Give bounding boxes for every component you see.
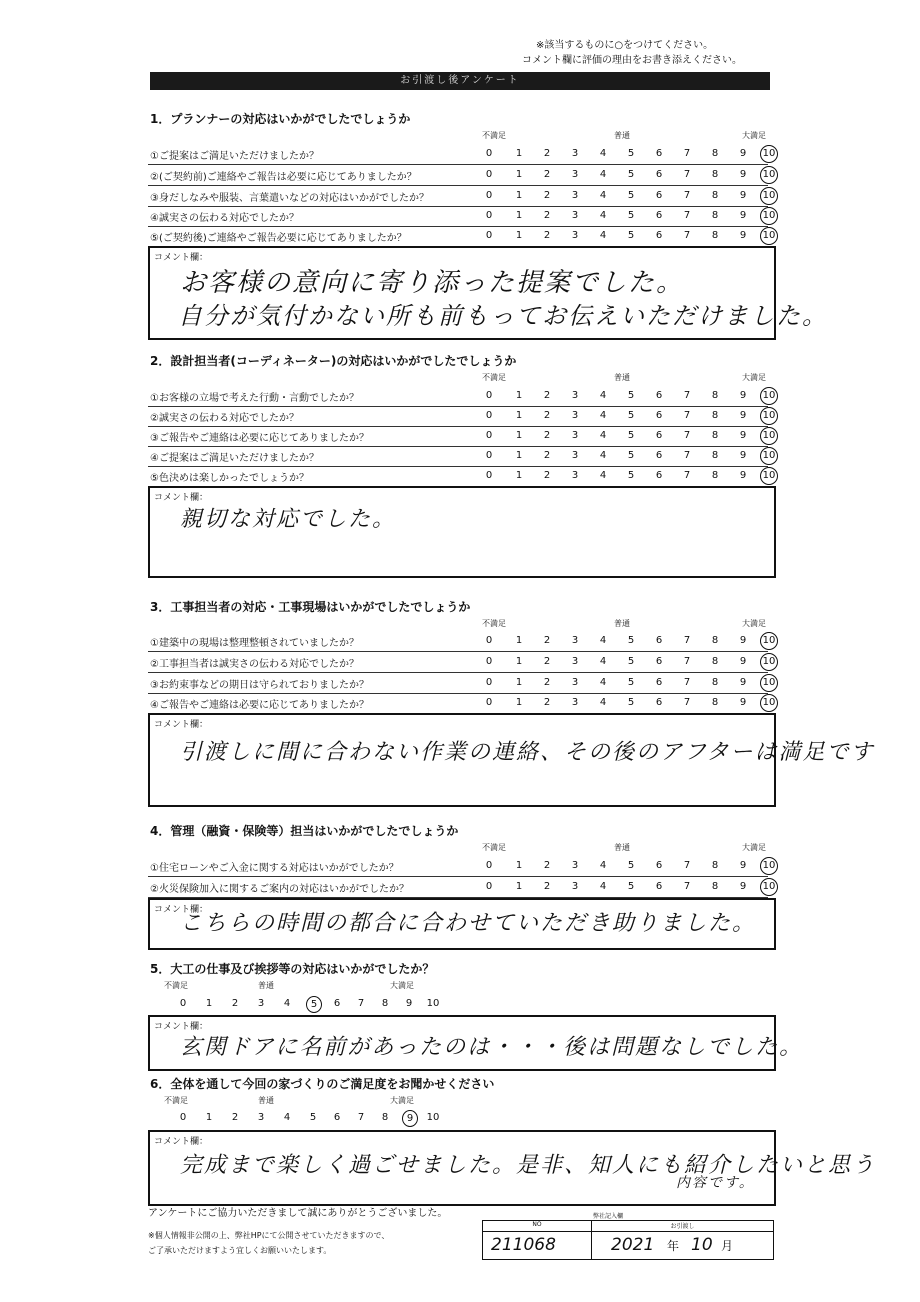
rating-option[interactable]: 8 — [711, 450, 719, 461]
rating-option[interactable]: 5 — [627, 697, 635, 708]
scale-high-label: 大満足 — [742, 131, 766, 140]
rating-option[interactable]: 9 — [739, 148, 747, 159]
survey-title-bar: お引渡し後アンケート — [150, 72, 770, 90]
rating-option[interactable]: 6 — [655, 697, 663, 708]
rating-option[interactable]: 4 — [599, 860, 607, 871]
section-title: 6．全体を通して今回の家づくりのご満足度をお聞かせください — [150, 1077, 495, 1091]
rating-option[interactable]: 9 — [739, 230, 747, 241]
month-suffix: 月 — [721, 1239, 734, 1253]
rating-option[interactable]: 2 — [543, 677, 551, 688]
question-text: ③お約束事などの期日は守られておりましたか？ — [150, 680, 369, 691]
selected-rating[interactable]: 10 — [760, 674, 778, 692]
rating-option[interactable]: 6 — [655, 450, 663, 461]
question-text: ③身だしなみや服装、言葉遣いなどの対応はいかがでしたか？ — [150, 193, 429, 204]
rating-option[interactable]: 9 — [739, 210, 747, 221]
rating-option[interactable]: 0 — [485, 169, 493, 180]
question-row — [148, 877, 776, 898]
question-row — [148, 652, 776, 673]
rating-option[interactable]: 8 — [711, 860, 719, 871]
scale-mid-label: 普通 — [614, 843, 630, 852]
rating-option[interactable]: 6 — [655, 190, 663, 201]
rating-option[interactable]: 5 — [627, 230, 635, 241]
question-text: ⑤色決めは楽しかったでしょうか？ — [150, 473, 309, 484]
rating-option[interactable]: 7 — [683, 148, 691, 159]
rating-option[interactable]: 5 — [627, 860, 635, 871]
rating-option[interactable]: 4 — [599, 881, 607, 892]
rating-option[interactable]: 0 — [485, 410, 493, 421]
rating-option[interactable]: 9 — [739, 470, 747, 481]
rating-option[interactable]: 7 — [683, 470, 691, 481]
rating-option[interactable]: 8 — [711, 210, 719, 221]
rating-option[interactable]: 6 — [655, 410, 663, 421]
handwritten-comment: 完成まで楽しく過ごせました。是非、知人にも紹介したいと思う — [180, 1153, 877, 1178]
handover-label: お引渡し — [592, 1221, 773, 1232]
rating-option[interactable]: 4 — [599, 190, 607, 201]
rating-option[interactable]: 1 — [515, 697, 523, 708]
handover-year: 2021 — [611, 1235, 655, 1255]
scale-mid-label: 普通 — [258, 1096, 274, 1105]
rating-option[interactable]: 3 — [571, 190, 579, 201]
question-text: ④ご提案はご満足いただけましたか？ — [150, 453, 319, 464]
rating-option[interactable]: 6 — [655, 656, 663, 667]
rating-option[interactable]: 8 — [711, 677, 719, 688]
question-row — [148, 693, 776, 714]
scale-mid-label: 普通 — [614, 373, 630, 382]
rating-option[interactable]: 1 — [515, 148, 523, 159]
comment-label: コメント欄： — [154, 1137, 209, 1147]
rating-option[interactable]: 8 — [711, 190, 719, 201]
rating-option[interactable]: 0 — [485, 210, 493, 221]
rating-option[interactable]: 7 — [683, 697, 691, 708]
question-row — [148, 426, 776, 447]
rating-option[interactable]: 2 — [543, 230, 551, 241]
rating-option[interactable]: 7 — [683, 881, 691, 892]
selected-rating[interactable]: 10 — [760, 857, 778, 875]
rating-option[interactable]: 5 — [627, 881, 635, 892]
selected-rating[interactable]: 10 — [760, 467, 778, 485]
rating-option[interactable]: 4 — [599, 470, 607, 481]
rating-option[interactable]: 6 — [655, 210, 663, 221]
rating-option[interactable]: 2 — [543, 470, 551, 481]
question-text: ①建築中の現場は整理整頓されていましたか？ — [150, 638, 359, 649]
rating-option[interactable]: 1 — [515, 656, 523, 667]
rating-option[interactable]: 6 — [655, 860, 663, 871]
rating-option[interactable]: 1 — [515, 677, 523, 688]
rating-option[interactable]: 9 — [739, 860, 747, 871]
rating-option[interactable]: 9 — [739, 881, 747, 892]
question-row — [148, 386, 776, 407]
selected-rating[interactable]: 10 — [760, 207, 778, 225]
rating-option[interactable]: 1 — [515, 635, 523, 646]
question-text: ①ご提案はご満足いただけましたか？ — [150, 151, 319, 162]
comment-label: コメント欄： — [154, 253, 209, 263]
comment-label: コメント欄： — [154, 493, 209, 503]
rating-option[interactable]: 9 — [405, 998, 413, 1009]
rating-option[interactable]: 6 — [655, 230, 663, 241]
rating-option[interactable]: 4 — [283, 998, 291, 1009]
question-text: ①住宅ローンやご入金に関する対応はいかがでしたか？ — [150, 863, 399, 874]
rating-option[interactable]: 4 — [599, 697, 607, 708]
handwritten-comment: 親切な対応でした。 — [180, 507, 397, 532]
rating-option[interactable]: 10 — [426, 1112, 440, 1123]
instruction-note-2: コメント欄に評価の理由をお書き添えください。 — [522, 55, 742, 66]
rating-option[interactable]: 8 — [711, 230, 719, 241]
rating-option[interactable]: 2 — [543, 881, 551, 892]
rating-option[interactable]: 9 — [739, 656, 747, 667]
rating-option[interactable]: 0 — [485, 430, 493, 441]
rating-option[interactable]: 6 — [655, 169, 663, 180]
rating-option[interactable]: 0 — [485, 635, 493, 646]
rating-option[interactable]: 7 — [683, 450, 691, 461]
rating-option[interactable]: 1 — [515, 390, 523, 401]
rating-option[interactable]: 6 — [333, 1112, 341, 1123]
question-row — [148, 186, 776, 207]
rating-option[interactable]: 0 — [485, 697, 493, 708]
rating-option[interactable]: 3 — [571, 470, 579, 481]
rating-option[interactable]: 1 — [515, 169, 523, 180]
rating-option[interactable]: 1 — [515, 881, 523, 892]
rating-option[interactable]: 9 — [739, 697, 747, 708]
handwritten-comment: こちらの時間の都合に合わせていただき助りました。 — [180, 911, 757, 936]
rating-option[interactable]: 7 — [683, 410, 691, 421]
rating-option[interactable]: 7 — [683, 390, 691, 401]
rating-option[interactable]: 0 — [485, 656, 493, 667]
rating-option[interactable]: 4 — [599, 656, 607, 667]
rating-option[interactable]: 2 — [543, 860, 551, 871]
rating-option[interactable]: 3 — [571, 697, 579, 708]
rating-option[interactable]: 6 — [655, 148, 663, 159]
question-text: ④ご報告やご連絡は必要に応じてありましたか？ — [150, 700, 369, 711]
selected-rating[interactable]: 10 — [760, 387, 778, 405]
handwritten-comment: お客様の意向に寄り添った提案でした。 — [180, 268, 685, 298]
rating-option[interactable]: 5 — [627, 450, 635, 461]
scale-low-label: 不満足 — [482, 619, 506, 628]
rating-option[interactable]: 7 — [683, 230, 691, 241]
rating-option[interactable]: 8 — [711, 169, 719, 180]
question-row — [148, 165, 776, 186]
rating-option[interactable]: 4 — [599, 450, 607, 461]
scale-low-label: 不満足 — [164, 981, 188, 990]
rating-option[interactable]: 4 — [599, 148, 607, 159]
instruction-note-1: ※該当するものに○をつけてください。 — [536, 40, 714, 51]
rating-option[interactable]: 5 — [627, 148, 635, 159]
rating-option[interactable]: 6 — [655, 430, 663, 441]
question-text: ③ご報告やご連絡は必要に応じてありましたか？ — [150, 433, 369, 444]
rating-option[interactable]: 7 — [683, 635, 691, 646]
rating-option[interactable]: 5 — [627, 656, 635, 667]
selected-rating[interactable]: 10 — [760, 227, 778, 245]
scale-high-label: 大満足 — [742, 619, 766, 628]
selected-rating[interactable]: 10 — [760, 145, 778, 163]
question-text: ②(ご契約前)ご連絡やご報告は必要に応じてありましたか？ — [150, 172, 417, 183]
rating-option[interactable]: 6 — [655, 635, 663, 646]
office-use-box — [482, 1213, 774, 1260]
year-suffix: 年 — [667, 1239, 680, 1253]
rating-option[interactable]: 4 — [599, 677, 607, 688]
footer-thanks: アンケートにご協力いただきまして誠にありがとうございました。 — [148, 1208, 448, 1219]
scale-low-label: 不満足 — [482, 131, 506, 140]
rating-option[interactable]: 3 — [571, 230, 579, 241]
section-title: 2．設計担当者(コーディネーター)の対応はいかがでしたでしょうか — [150, 354, 517, 368]
question-text: ②誠実さの伝わる対応でしたか？ — [150, 413, 299, 424]
comment-label: コメント欄： — [154, 905, 209, 915]
rating-option[interactable]: 3 — [571, 148, 579, 159]
scale-low-label: 不満足 — [164, 1096, 188, 1105]
rating-option[interactable]: 5 — [627, 410, 635, 421]
rating-option[interactable]: 8 — [711, 881, 719, 892]
office-use-header: 弊社記入欄 — [593, 1213, 624, 1220]
rating-option[interactable]: 5 — [627, 430, 635, 441]
question-row — [148, 206, 776, 227]
rating-option[interactable]: 3 — [571, 881, 579, 892]
rating-option[interactable]: 6 — [655, 881, 663, 892]
selected-rating[interactable]: 10 — [760, 878, 778, 896]
rating-option[interactable]: 8 — [711, 390, 719, 401]
rating-option[interactable]: 1 — [205, 998, 213, 1009]
scale-mid-label: 普通 — [614, 131, 630, 140]
footer-privacy-2: ご了承いただけますよう宜しくお願いいたします。 — [148, 1246, 332, 1255]
scale-mid-label: 普通 — [614, 619, 630, 628]
section-title: 4．管理（融資・保険等）担当はいかがでしたでしょうか — [150, 824, 459, 838]
rating-option[interactable]: 6 — [655, 470, 663, 481]
rating-option[interactable]: 0 — [485, 190, 493, 201]
rating-option[interactable]: 7 — [683, 430, 691, 441]
rating-option[interactable]: 4 — [599, 169, 607, 180]
rating-option[interactable]: 1 — [515, 190, 523, 201]
rating-option[interactable]: 8 — [711, 430, 719, 441]
rating-option[interactable]: 4 — [599, 390, 607, 401]
question-text: ①お客様の立場で考えた行動・言動でしたか？ — [150, 393, 359, 404]
rating-option[interactable]: 2 — [543, 390, 551, 401]
no-label: NO — [483, 1221, 592, 1232]
rating-option[interactable]: 2 — [543, 410, 551, 421]
rating-option[interactable]: 3 — [571, 635, 579, 646]
question-row — [148, 631, 776, 652]
rating-option[interactable]: 4 — [283, 1112, 291, 1123]
question-text: ②工事担当者は誠実さの伝わる対応でしたか？ — [150, 659, 359, 670]
rating-option[interactable]: 2 — [543, 169, 551, 180]
rating-option[interactable]: 7 — [357, 998, 365, 1009]
selected-rating[interactable]: 5 — [306, 996, 322, 1013]
rating-option[interactable]: 4 — [599, 410, 607, 421]
handwritten-comment: 玄関ドアに名前があったのは・・・後は問題なしでした。 — [180, 1035, 804, 1060]
rating-option[interactable]: 4 — [599, 430, 607, 441]
rating-option[interactable]: 3 — [571, 860, 579, 871]
rating-option[interactable]: 3 — [571, 390, 579, 401]
selected-rating[interactable]: 10 — [760, 166, 778, 184]
handwritten-comment: 自分が気付かない所も前もってお伝えいただけました。 — [178, 302, 828, 330]
rating-option[interactable]: 2 — [231, 1112, 239, 1123]
selected-rating[interactable]: 9 — [402, 1110, 418, 1127]
rating-option[interactable]: 3 — [571, 410, 579, 421]
scale-high-label: 大満足 — [390, 981, 414, 990]
rating-option[interactable]: 1 — [515, 410, 523, 421]
rating-option[interactable]: 2 — [543, 450, 551, 461]
footer-privacy-1: ※個人情報非公開の上、弊社HPにて公開させていただきますので、 — [148, 1231, 390, 1240]
question-text: ⑤(ご契約後)ご連絡やご報告必要に応じてありましたか？ — [150, 233, 407, 244]
handover-month: 10 — [691, 1235, 713, 1255]
rating-option[interactable]: 2 — [231, 998, 239, 1009]
rating-option[interactable]: 0 — [485, 450, 493, 461]
selected-rating[interactable]: 10 — [760, 187, 778, 205]
rating-option[interactable]: 0 — [485, 677, 493, 688]
rating-option[interactable]: 5 — [627, 635, 635, 646]
rating-option[interactable]: 7 — [683, 677, 691, 688]
rating-option[interactable]: 5 — [627, 190, 635, 201]
rating-option[interactable]: 9 — [739, 410, 747, 421]
rating-option[interactable]: 2 — [543, 697, 551, 708]
rating-option[interactable]: 7 — [357, 1112, 365, 1123]
rating-option[interactable]: 9 — [739, 190, 747, 201]
rating-option[interactable]: 7 — [683, 190, 691, 201]
rating-option[interactable]: 4 — [599, 635, 607, 646]
selected-rating[interactable]: 10 — [760, 694, 778, 712]
rating-option[interactable]: 8 — [711, 148, 719, 159]
rating-option[interactable]: 0 — [485, 390, 493, 401]
question-row — [148, 856, 776, 877]
rating-option[interactable]: 9 — [739, 390, 747, 401]
question-row — [148, 144, 776, 165]
rating-option[interactable]: 9 — [739, 450, 747, 461]
scale-low-label: 不満足 — [482, 373, 506, 382]
rating-option[interactable]: 8 — [711, 656, 719, 667]
scale-high-label: 大満足 — [742, 373, 766, 382]
rating-option[interactable]: 4 — [599, 210, 607, 221]
scale-high-label: 大満足 — [742, 843, 766, 852]
selected-rating[interactable]: 10 — [760, 407, 778, 425]
rating-option[interactable]: 0 — [485, 148, 493, 159]
rating-option[interactable]: 2 — [543, 430, 551, 441]
section-title: 5．大工の仕事及び挨拶等の対応はいかがでしたか？ — [150, 962, 435, 976]
rating-option[interactable]: 0 — [179, 998, 187, 1009]
rating-option[interactable]: 3 — [571, 656, 579, 667]
rating-option[interactable]: 8 — [381, 1112, 389, 1123]
rating-option[interactable]: 1 — [515, 470, 523, 481]
rating-option[interactable]: 4 — [599, 230, 607, 241]
selected-rating[interactable]: 10 — [760, 447, 778, 465]
rating-option[interactable]: 0 — [179, 1112, 187, 1123]
rating-option[interactable]: 6 — [655, 677, 663, 688]
comment-label: コメント欄： — [154, 720, 209, 730]
rating-option[interactable]: 7 — [683, 169, 691, 180]
rating-option[interactable]: 6 — [333, 998, 341, 1009]
comment-label: コメント欄： — [154, 1022, 209, 1032]
scale-mid-label: 普通 — [258, 981, 274, 990]
rating-option[interactable]: 5 — [627, 210, 635, 221]
selected-rating[interactable]: 10 — [760, 653, 778, 671]
scale-low-label: 不満足 — [482, 843, 506, 852]
rating-option[interactable]: 0 — [485, 881, 493, 892]
rating-option[interactable]: 1 — [515, 450, 523, 461]
rating-option[interactable]: 3 — [257, 1112, 265, 1123]
rating-option[interactable]: 3 — [571, 169, 579, 180]
rating-option[interactable]: 1 — [515, 230, 523, 241]
rating-option[interactable]: 9 — [739, 169, 747, 180]
selected-rating[interactable]: 10 — [760, 632, 778, 650]
handwritten-comment: 内容です。 — [676, 1175, 755, 1191]
rating-option[interactable]: 2 — [543, 190, 551, 201]
rating-option[interactable]: 8 — [711, 697, 719, 708]
selected-rating[interactable]: 10 — [760, 427, 778, 445]
rating-option[interactable]: 10 — [426, 998, 440, 1009]
question-row — [148, 406, 776, 427]
rating-option[interactable]: 7 — [683, 210, 691, 221]
rating-option[interactable]: 8 — [711, 470, 719, 481]
rating-option[interactable]: 9 — [739, 677, 747, 688]
handwritten-comment: 引渡しに間に合わない作業の連絡、その後のアフターは満足です — [180, 740, 875, 765]
rating-option[interactable]: 3 — [571, 450, 579, 461]
rating-option[interactable]: 2 — [543, 210, 551, 221]
rating-option[interactable]: 5 — [627, 169, 635, 180]
rating-option[interactable]: 1 — [515, 210, 523, 221]
question-row — [148, 226, 776, 247]
rating-option[interactable]: 3 — [571, 677, 579, 688]
rating-option[interactable]: 3 — [571, 210, 579, 221]
rating-option[interactable]: 1 — [205, 1112, 213, 1123]
rating-option[interactable]: 7 — [683, 860, 691, 871]
rating-option[interactable]: 5 — [627, 677, 635, 688]
rating-option[interactable]: 8 — [711, 410, 719, 421]
question-row — [148, 673, 776, 694]
rating-option[interactable]: 0 — [485, 470, 493, 481]
rating-option[interactable]: 0 — [485, 230, 493, 241]
no-value: 211068 — [491, 1235, 556, 1255]
rating-option[interactable]: 9 — [739, 635, 747, 646]
rating-option[interactable]: 3 — [571, 430, 579, 441]
section-title: 3．工事担当者の対応・工事現場はいかがでしたでしょうか — [150, 600, 471, 614]
rating-option[interactable]: 8 — [711, 635, 719, 646]
question-row — [148, 446, 776, 467]
section-title: 1．プランナーの対応はいかがでしたでしょうか — [150, 112, 411, 126]
scale-high-label: 大満足 — [390, 1096, 414, 1105]
rating-option[interactable]: 5 — [627, 470, 635, 481]
rating-option[interactable]: 0 — [485, 860, 493, 871]
rating-option[interactable]: 6 — [655, 390, 663, 401]
question-row — [148, 466, 776, 487]
rating-option[interactable]: 3 — [257, 998, 265, 1009]
question-text: ②火災保険加入に関するご案内の対応はいかがでしたか？ — [150, 884, 409, 895]
rating-option[interactable]: 2 — [543, 148, 551, 159]
rating-option[interactable]: 5 — [309, 1112, 317, 1123]
rating-option[interactable]: 1 — [515, 430, 523, 441]
rating-option[interactable]: 2 — [543, 656, 551, 667]
rating-option[interactable]: 2 — [543, 635, 551, 646]
rating-option[interactable]: 1 — [515, 860, 523, 871]
rating-option[interactable]: 8 — [381, 998, 389, 1009]
rating-option[interactable]: 9 — [739, 430, 747, 441]
question-text: ④誠実さの伝わる対応でしたか？ — [150, 213, 299, 224]
rating-option[interactable]: 5 — [627, 390, 635, 401]
rating-option[interactable]: 7 — [683, 656, 691, 667]
